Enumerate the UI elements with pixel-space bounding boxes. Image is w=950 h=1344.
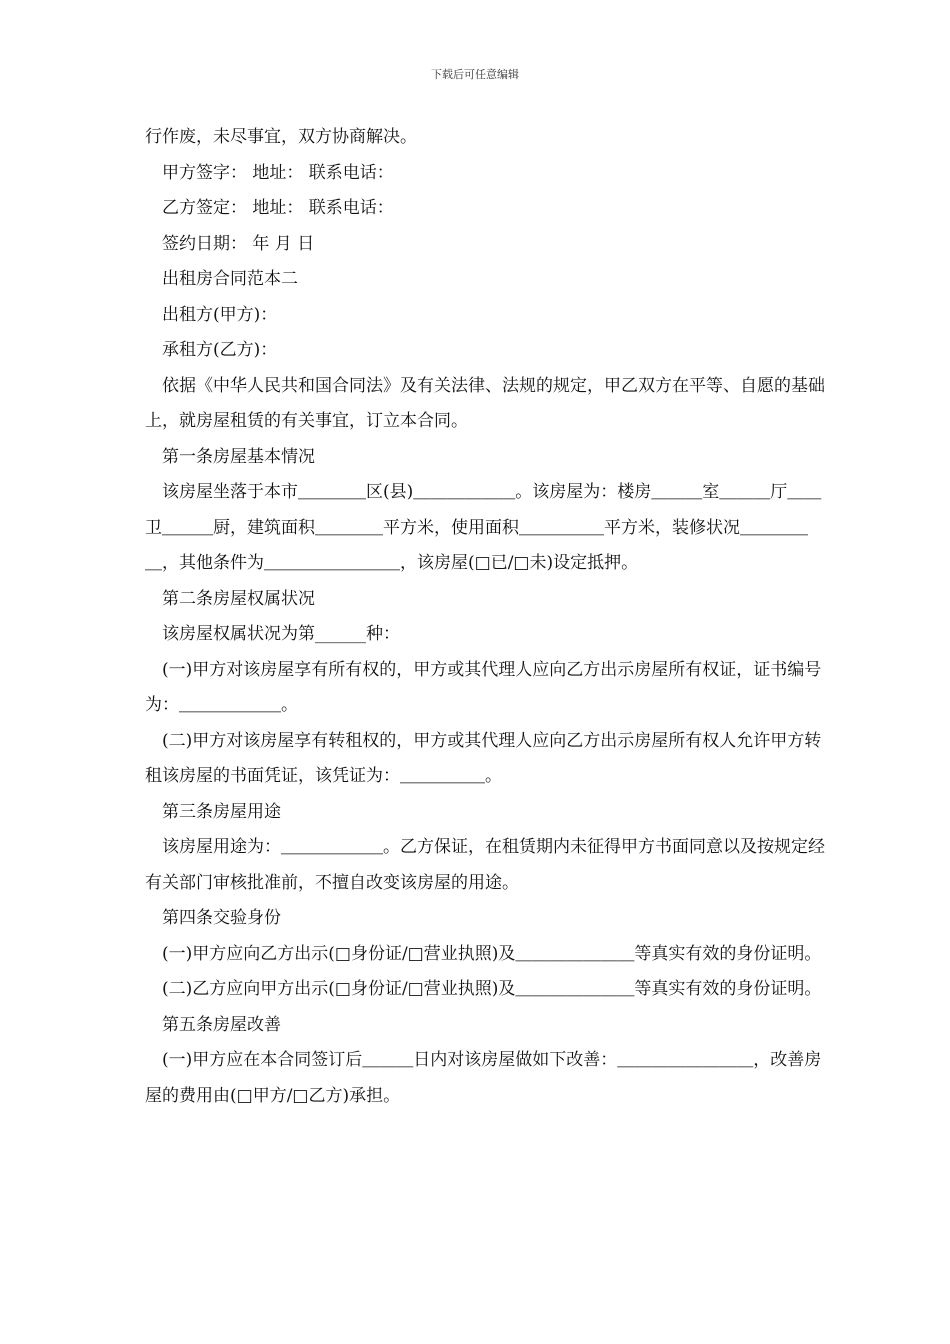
article-heading: 第一条房屋基本情况 [162,446,315,467]
paragraph: (二)乙方应向甲方出示(□身份证/□营业执照)及＿＿＿＿＿＿＿等真实有效的身份证明。 [162,979,822,999]
paragraph: 该房屋用途为：＿＿＿＿＿＿。乙方保证，在租赁期内未征得甲方书面同意以及按规定经有关部门审核批准前，不擅自改变该房屋的用途。 [145,837,825,893]
paragraph: (一)甲方应在本合同签订后＿＿＿日内对该房屋做如下改善：＿＿＿＿＿＿＿＿，改善房屋的费用由(□甲方/□乙方)承担。 [145,1050,822,1106]
paragraph: (一)甲方对该房屋享有所有权的，甲方或其代理人应向乙方出示房屋所有权证，证书编号为：＿＿＿＿＿＿。 [145,659,822,715]
paragraph: 承租方(乙方)： [162,340,278,360]
document-body [145,120,825,1114]
paragraph: 依据《中华人民共和国合同法》及有关法律、法规的规定，甲乙双方在平等、自愿的基础上，就房屋租赁的有关事宜，订立本合同。 [145,375,825,431]
paragraph: 签约日期： 年 月 日 [162,233,315,254]
article-heading: 第二条房屋权属状况 [162,588,315,609]
section-title: 出租房合同范本二 [162,269,298,289]
article-heading: 第三条房屋用途 [162,801,281,822]
paragraph: (二)甲方对该房屋享有转租权的，甲方或其代理人应向乙方出示房屋所有权人允许甲方转租该房屋的书面凭证，该凭证为：＿＿＿＿＿。 [145,730,822,786]
paragraph: 甲方签字： 地址： 联系电话： [162,162,394,183]
paragraph: 该房屋权属状况为第______种： [162,624,400,644]
paragraph: (一)甲方应向乙方出示(□身份证/□营业执照)及＿＿＿＿＿＿＿等真实有效的身份证明。 [162,943,822,964]
paragraph: 该房屋坐落于本市＿＿＿＿区(县)＿＿＿＿＿＿。该房屋为：楼房＿＿＿室＿＿＿厅＿＿卫＿＿＿厨，建筑面积＿＿＿＿平方米，使用面积＿＿＿＿＿平方米，装修状况＿＿＿＿＿，其他条件为＿＿＿＿＿＿＿＿，该房屋(□已/□未)设定抵押。 [145,482,822,573]
article-heading: 第四条交验身份 [162,908,281,928]
page-header: 下载后可任意编辑 [431,68,519,81]
article-heading: 第五条房屋改善 [162,1014,281,1035]
paragraph: 行作废，未尽事宜，双方协商解决。 [145,127,417,147]
paragraph: 乙方签定： 地址： 联系电话： [162,198,394,218]
paragraph: 出租方(甲方)： [162,304,278,325]
